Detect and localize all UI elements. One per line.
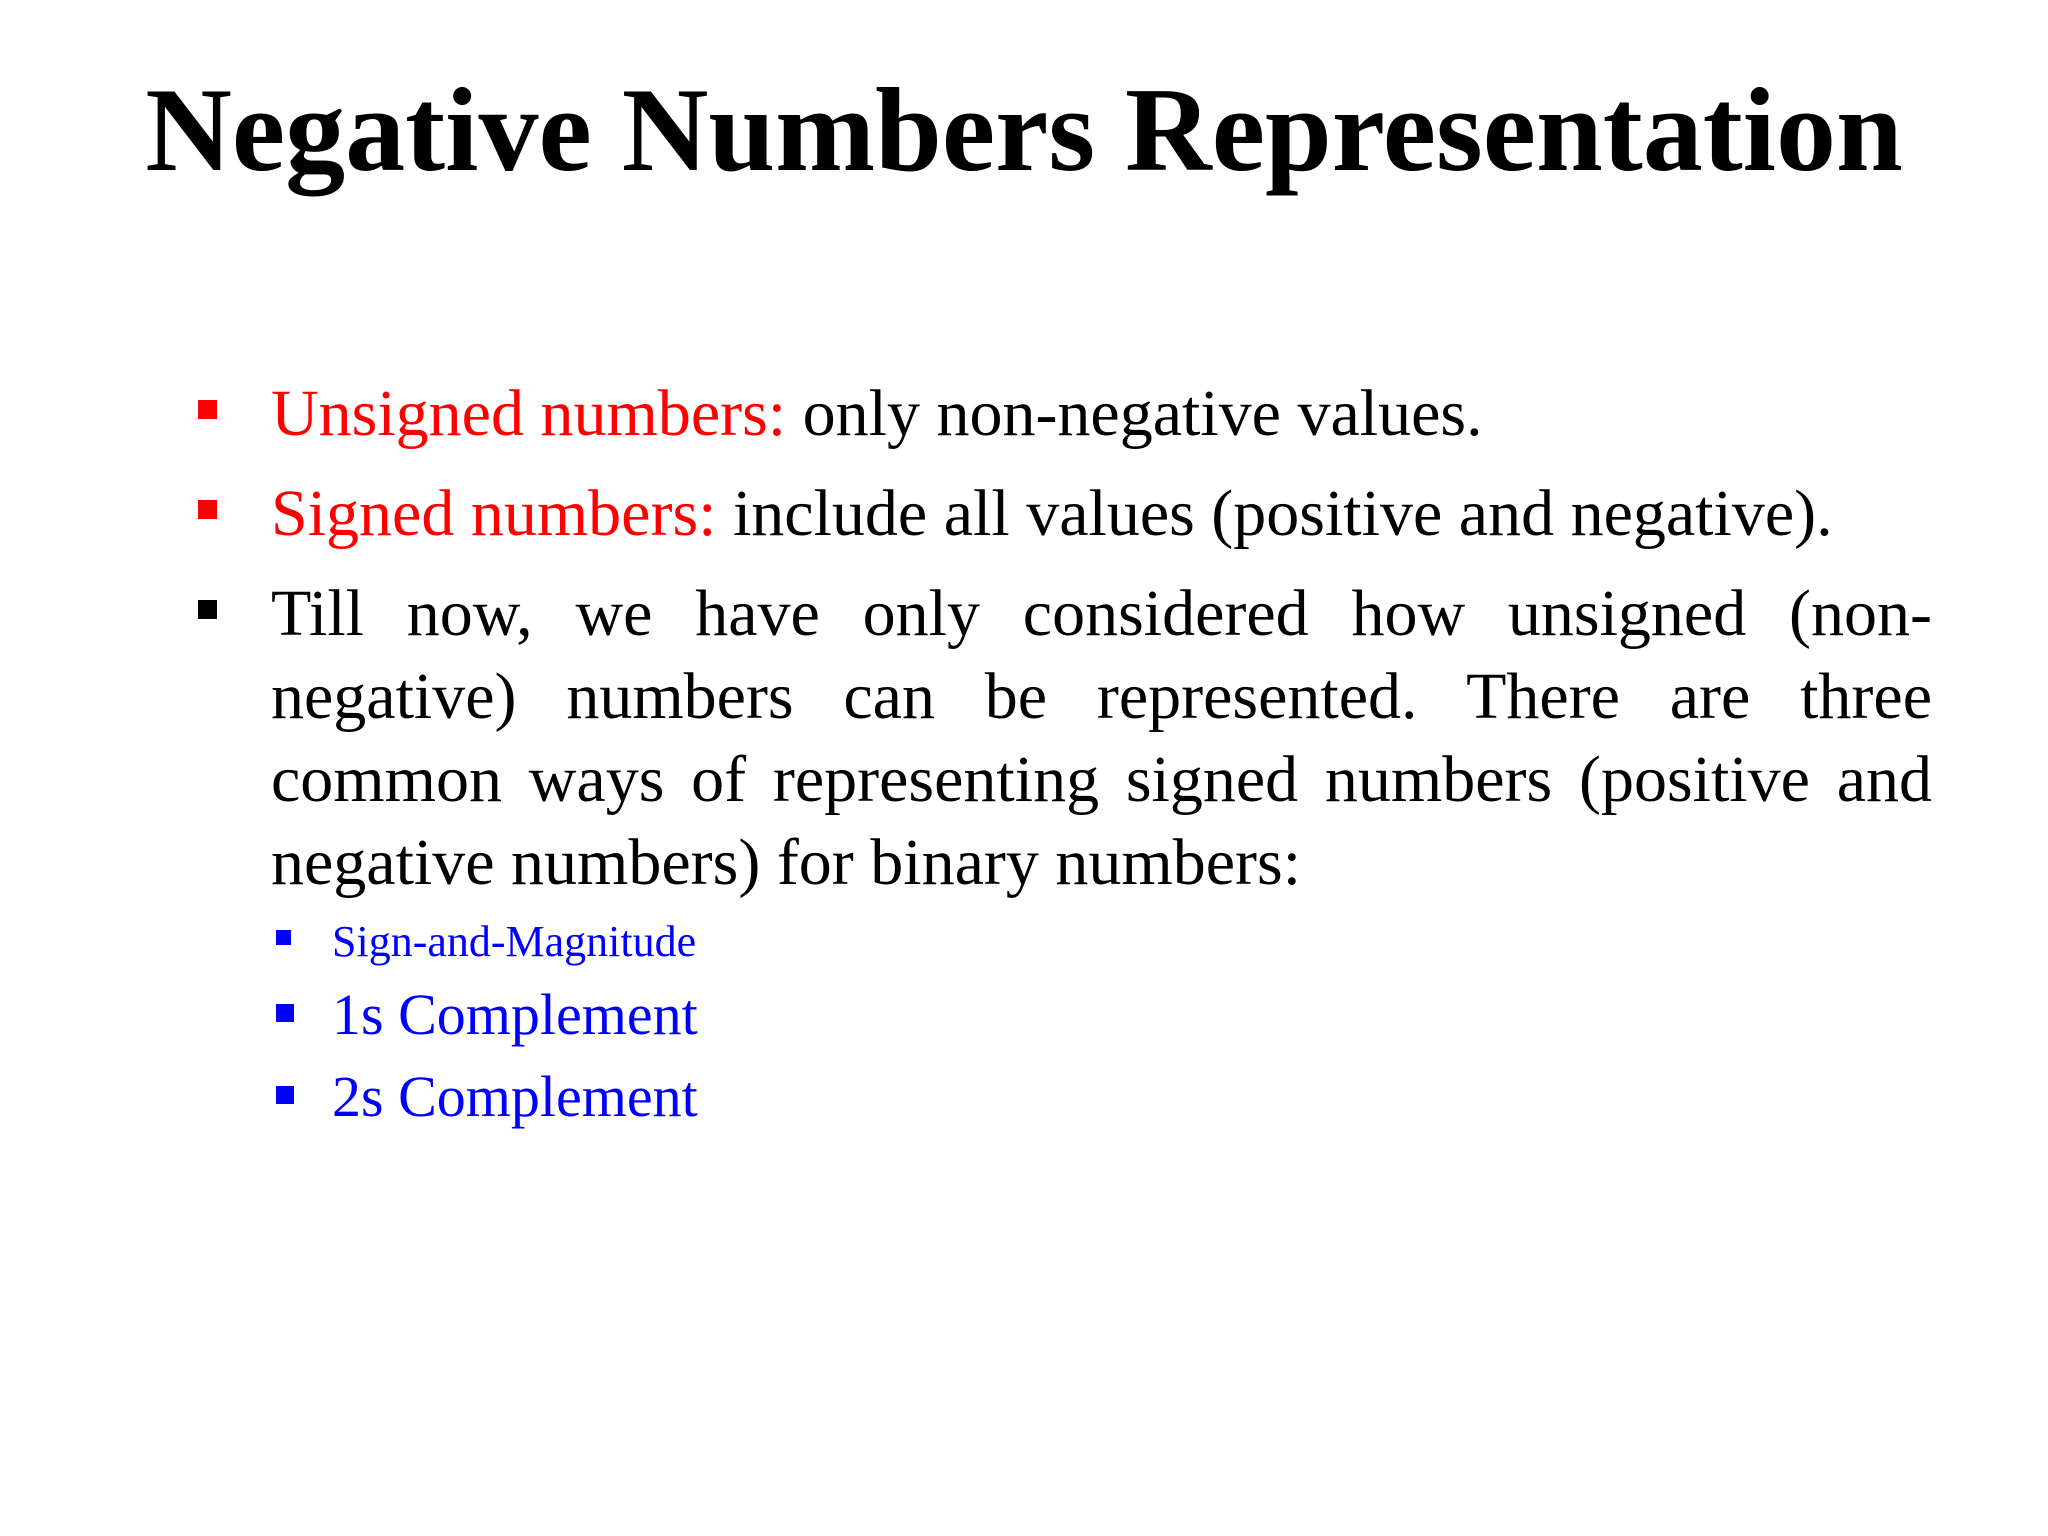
sub-bullet-text: 2s Complement xyxy=(332,1064,698,1129)
square-bullet-icon xyxy=(198,400,217,419)
sub-bullet-item xyxy=(332,1056,1940,1138)
square-bullet-icon xyxy=(276,1086,294,1104)
square-bullet-icon xyxy=(198,600,217,619)
bullet-item-signed xyxy=(240,472,1940,572)
bullet-body: only non-negative values. xyxy=(786,377,1483,450)
bullet-item-unsigned xyxy=(240,372,1940,472)
slide-title: Negative Numbers Representation xyxy=(145,63,1903,196)
sub-bullet-item xyxy=(332,974,1940,1056)
sub-bullet-list xyxy=(332,910,1940,1138)
bullet-term: Unsigned numbers: xyxy=(271,377,787,450)
bullet-item-till-now xyxy=(240,572,1940,904)
sub-bullet-item xyxy=(332,910,1940,974)
sub-bullet-text: 1s Complement xyxy=(332,982,698,1047)
bullet-list xyxy=(240,372,1940,1138)
bullet-text xyxy=(271,372,1940,455)
bullet-text xyxy=(271,472,1940,555)
bullet-term: Signed numbers: xyxy=(271,477,717,550)
square-bullet-icon xyxy=(276,1004,294,1022)
bullet-body: Till now, we have only considered how unsigned (non-negative) numbers can be represented. There are three common ways of representing signed numbers (positive and negative numbers) for binary numbers: xyxy=(271,577,1932,899)
sub-bullet-text: Sign-and-Magnitude xyxy=(332,917,697,966)
bullet-body: include all values (positive and negative). xyxy=(716,477,1833,550)
square-bullet-icon xyxy=(276,930,291,945)
square-bullet-icon xyxy=(198,500,217,519)
